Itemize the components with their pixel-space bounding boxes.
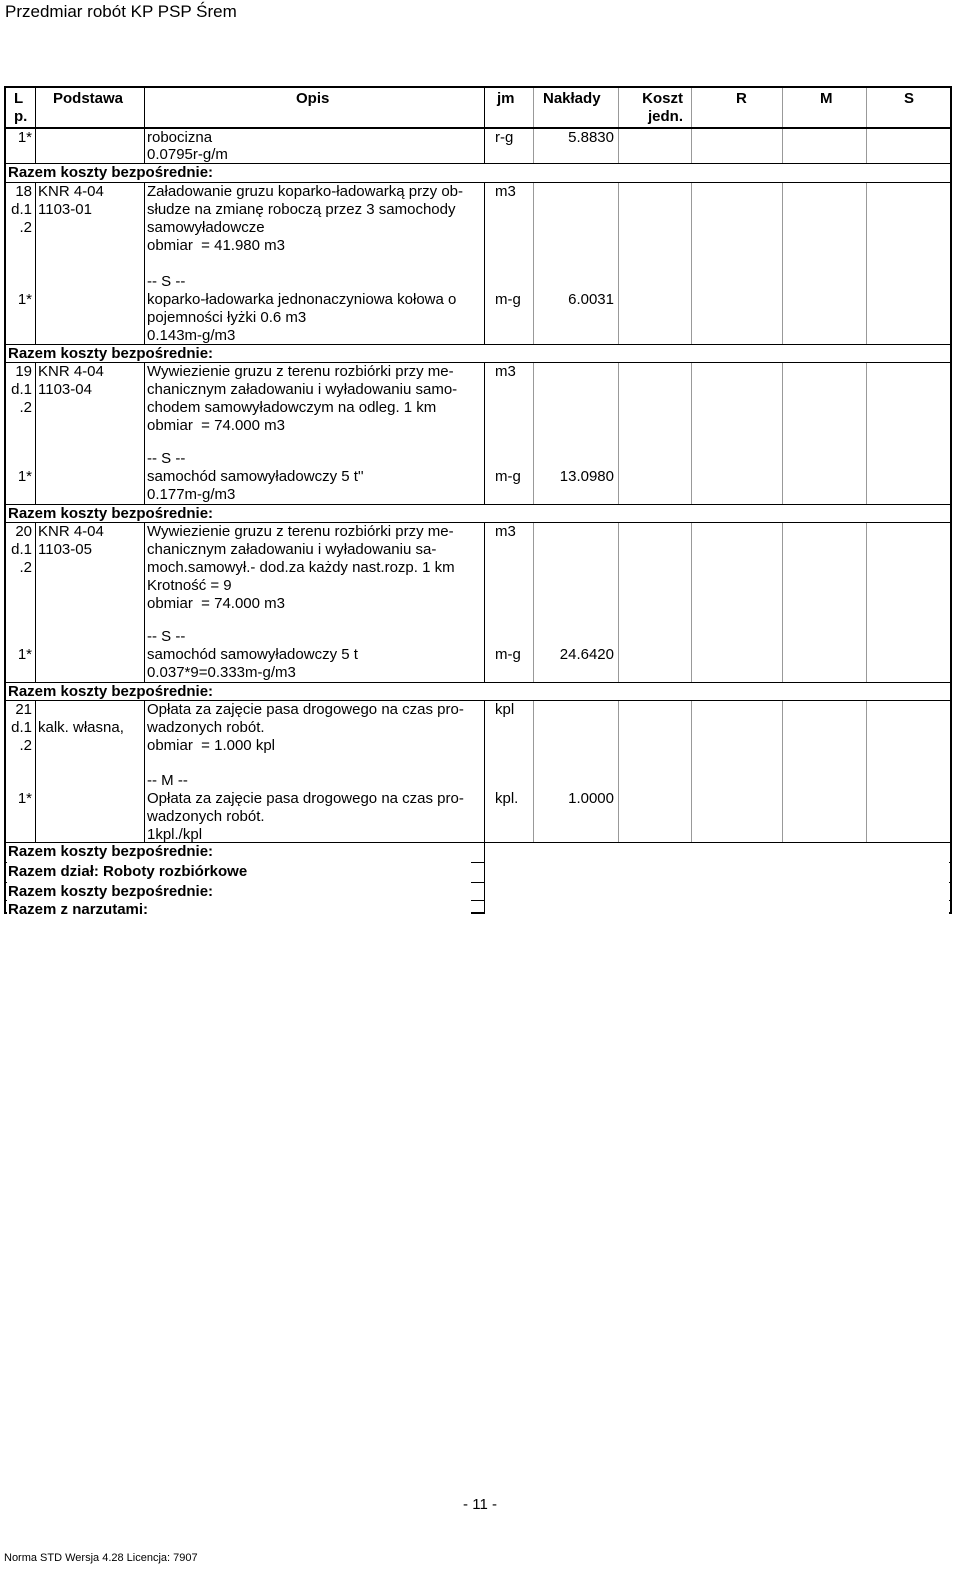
resource-quantity: 1.0000 <box>568 790 614 807</box>
header-m: M <box>820 90 833 107</box>
item-number: 20 d.1 .2 <box>11 523 32 576</box>
item-basis: KNR 4-04 1103-01 <box>38 183 104 218</box>
software-footer: Norma STD Wersja 4.28 Licencja: 7907 <box>4 1552 198 1564</box>
resource-unit: m-g <box>495 468 521 485</box>
resource-unit: m-g <box>495 646 521 663</box>
row-description: robocizna <box>147 129 213 146</box>
header-naklady: Nakłady <box>543 90 601 107</box>
item-description: Opłata za zajęcie pasa drogowego na czas pro- wadzonych robót. obmiar = 1.000 kpl <box>147 701 464 754</box>
resource-unit: kpl. <box>495 790 519 807</box>
subtotal-label: Razem koszty bezpośrednie: <box>8 683 214 700</box>
item-unit: m3 <box>495 183 516 200</box>
header-lp: L p. <box>14 90 28 125</box>
col-divider-jm <box>533 88 534 912</box>
total-with-markups-label: Razem z narzutami: <box>8 901 149 918</box>
resource-description: -- S -- koparko-ładowarka jednonaczyniowa kołowa o pojemności łyżki 0.6 m3 0.143m-g/m3 <box>147 273 457 344</box>
resource-lp: 1* <box>17 291 32 308</box>
col-divider-m <box>866 88 867 912</box>
resource-lp: 1* <box>17 790 32 807</box>
subtotal-label: Razem koszty bezpośrednie: <box>8 345 214 362</box>
page-number: - 11 - <box>463 1496 497 1513</box>
item-description: Wywiezienie gruzu z terenu rozbiórki przy me- chanicznym załadowaniu i wyładowaniu sa- moch.samowył.- dod.za każdy nast.rozp. 1 km Krotność = 9 obmiar = 74.000 m3 <box>147 523 455 612</box>
item-description: Załadowanie gruzu koparko-ładowarką przy ob- słudze na zmianę roboczą przez 3 samochody samowyładowcze obmiar = 41.980 m3 <box>147 183 463 254</box>
subtotal-label: Razem koszty bezpośrednie: <box>8 843 214 860</box>
item-unit: m3 <box>495 523 516 540</box>
resource-lp: 1* <box>17 646 32 663</box>
col-divider-naklady <box>618 88 619 912</box>
item-basis: KNR 4-04 1103-05 <box>38 523 104 558</box>
header-koszt: Koszt jedn. <box>642 90 683 125</box>
header-podstawa: Podstawa <box>53 90 124 107</box>
resource-unit: m-g <box>495 291 521 308</box>
header-opis: Opis <box>296 90 330 107</box>
subtotal-label: Razem koszty bezpośrednie: <box>8 883 214 900</box>
col-divider-r <box>782 88 783 912</box>
row-lp: 1* <box>17 129 32 146</box>
resource-lp: 1* <box>17 468 32 485</box>
resource-description: -- S -- samochód samowyładowczy 5 t 0.037*9=0.333m-g/m3 <box>147 628 358 681</box>
header-s: S <box>904 90 915 107</box>
item-number: 21 d.1 .2 <box>11 701 32 754</box>
resource-quantity: 13.0980 <box>559 468 614 485</box>
col-divider-lp <box>35 88 36 912</box>
subtotal-label: Razem koszty bezpośrednie: <box>8 505 214 522</box>
resource-description: -- M -- Opłata za zajęcie pasa drogowego na czas pro- wadzonych robót. 1kpl./kpl <box>147 772 464 843</box>
row-quantity: 5.8830 <box>568 129 614 146</box>
item-basis: KNR 4-04 1103-04 <box>38 363 104 398</box>
col-divider-podstawa <box>144 88 145 912</box>
row-description: 0.0795r-g/m <box>147 146 228 163</box>
col-divider-koszt <box>691 88 692 912</box>
section-total-label: Razem dział: Roboty rozbiórkowe <box>8 863 248 880</box>
item-description: Wywiezienie gruzu z terenu rozbiórki przy me- chanicznym załadowaniu i wyładowaniu samo- chodem samowyładowczym na odleg. 1 km obmiar = 74.000 m3 <box>147 363 458 434</box>
document-title: Przedmiar robót KP PSP Śrem <box>5 2 237 21</box>
resource-quantity: 24.6420 <box>559 646 614 663</box>
row-unit: r-g <box>495 129 514 146</box>
header-jm: jm <box>497 90 515 107</box>
item-number: 19 d.1 .2 <box>11 363 32 416</box>
item-basis: kalk. własna, <box>38 719 124 736</box>
resource-quantity: 6.0031 <box>568 291 614 308</box>
col-divider-opis <box>484 88 485 912</box>
subtotal-label: Razem koszty bezpośrednie: <box>8 164 214 181</box>
resource-description: -- S -- samochód samowyładowczy 5 t'' 0.177m-g/m3 <box>147 450 364 503</box>
cost-estimate-table <box>4 86 952 918</box>
header-r: R <box>736 90 747 107</box>
item-unit: kpl <box>495 701 515 718</box>
item-number: 18 d.1 .2 <box>11 183 32 236</box>
item-unit: m3 <box>495 363 516 380</box>
